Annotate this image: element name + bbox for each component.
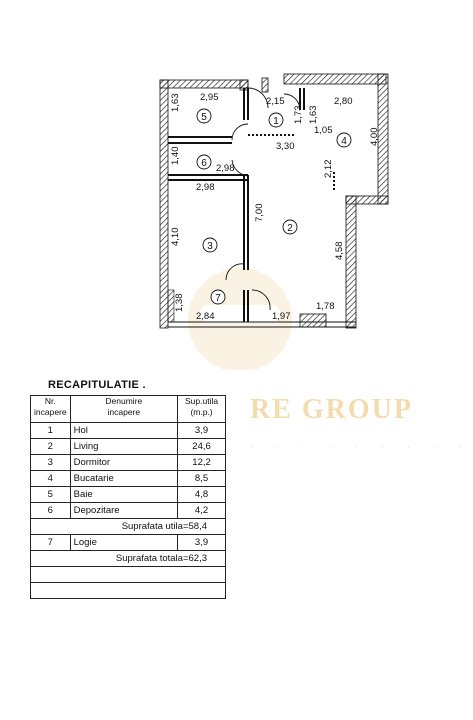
blank-row [31, 567, 226, 583]
dim-4-00: 4,00 [369, 127, 380, 146]
table-row: 1 Hol 3,9 [31, 423, 226, 439]
dim-1-97: 1,97 [272, 311, 291, 322]
dim-1-78: 1,78 [316, 301, 335, 312]
svg-text:4: 4 [341, 136, 347, 147]
suprafata-totala-row [31, 551, 226, 567]
dim-1-05: 1,05 [314, 125, 333, 136]
svg-text:7: 7 [215, 293, 221, 304]
svg-text:6: 6 [201, 158, 207, 169]
dim-1-63-b: 1,63 [308, 105, 319, 124]
blank-row [31, 583, 226, 599]
dim-2-95: 2,95 [200, 92, 219, 103]
dim-1-40: 1,40 [170, 146, 181, 165]
table-row: 7 Logie 3,9 [31, 535, 226, 551]
dim-1-63-a: 1,63 [170, 93, 181, 112]
room-marker-4 [337, 133, 351, 147]
table-row: 4 Bucatarie 8,5 [31, 471, 226, 487]
table-row: 3 Dormitor 12,2 [31, 455, 226, 471]
recap-header-row [31, 396, 226, 423]
table-row: 6 Depozitare 4,2 [31, 503, 226, 519]
dim-2-98-a: 2,98 [216, 163, 235, 174]
svg-text:3: 3 [207, 241, 213, 252]
room-marker-6 [197, 155, 211, 169]
svg-text:1: 1 [273, 116, 279, 127]
dim-7-00: 7,00 [254, 203, 265, 222]
dim-2-84: 2,84 [196, 311, 215, 322]
watermark-subtext: · · · · · · · · · [250, 442, 473, 453]
dim-4-10: 4,10 [170, 227, 181, 246]
header-denumire: Denumire incapere [70, 396, 177, 423]
room-marker-2 [283, 220, 297, 234]
dim-2-80: 2,80 [334, 96, 353, 107]
watermark-text: RE GROUP [250, 394, 413, 425]
room-marker-5 [197, 109, 211, 123]
dim-1-38: 1,38 [174, 293, 185, 312]
header-sup-utila: Sup.utila (m.p.) [178, 396, 226, 423]
room-marker-1 [269, 113, 283, 127]
dim-3-30: 3,30 [276, 141, 295, 152]
table-row: 2 Living 24,6 [31, 439, 226, 455]
suprafata-totala: Suprafata totala=62,3 [31, 551, 226, 567]
header-nr: Nr. incapere [31, 396, 71, 423]
dim-1-73: 1,73 [293, 105, 304, 124]
suprafata-utila: Suprafata utila=58,4 [31, 519, 226, 535]
dim-4-58: 4,58 [334, 241, 345, 260]
dim-2-12: 2,12 [323, 159, 334, 178]
recap-table [30, 395, 226, 599]
room-marker-7 [211, 290, 225, 304]
table-row: 5 Baie 4,8 [31, 487, 226, 503]
suprafata-utila-row [31, 519, 226, 535]
room-marker-3 [203, 238, 217, 252]
recap-title: RECAPITULATIE . [48, 379, 146, 391]
svg-text:5: 5 [201, 112, 207, 123]
dim-2-15: 2,15 [266, 96, 285, 107]
svg-text:2: 2 [287, 223, 293, 234]
dim-2-98-b: 2,98 [196, 182, 215, 193]
